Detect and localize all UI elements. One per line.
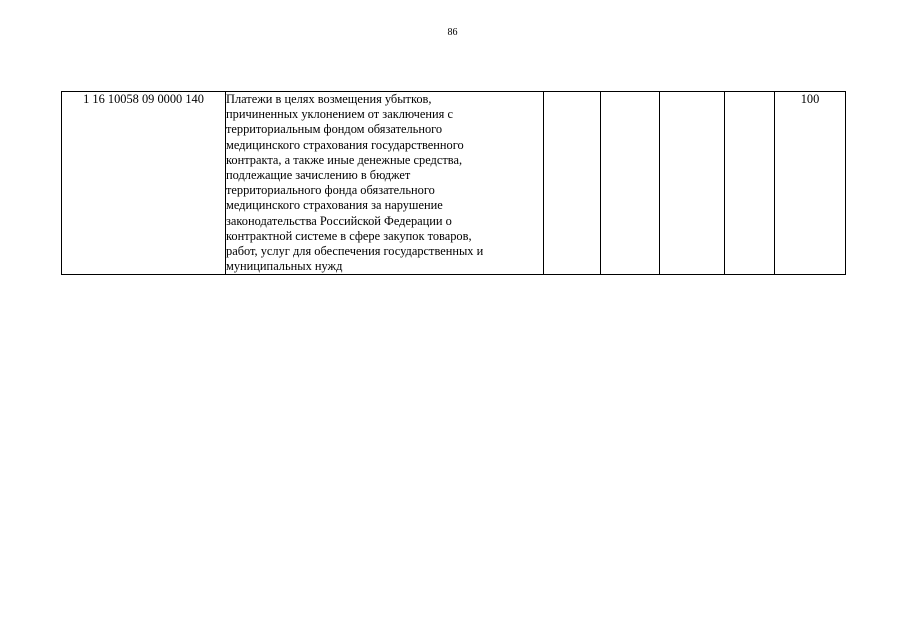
description-line: медицинского страхования государственного <box>226 137 464 152</box>
empty-cell <box>601 92 660 275</box>
description-line: работ, услуг для обеспечения государственных и <box>226 244 484 259</box>
table-row <box>62 92 846 275</box>
empty-cell <box>660 92 725 275</box>
page-number: 86 <box>447 27 458 38</box>
description-line: территориальным фондом обязательного <box>226 122 443 137</box>
budget-code-cell: 1 16 10058 09 0000 140 <box>62 92 226 275</box>
description-line: подлежащие зачислению в бюджет <box>226 168 411 183</box>
empty-cell <box>725 92 775 275</box>
description-cell <box>226 92 544 275</box>
description-line: контрактной системе в сфере закупок товаров, <box>226 228 472 243</box>
description-line: контракта, а также иные денежные средства, <box>226 152 463 167</box>
empty-cell <box>544 92 601 275</box>
description-line: муниципальных нужд <box>226 259 343 274</box>
description-line: территориального фонда обязательного <box>226 183 435 198</box>
budget-classification-table <box>61 91 846 275</box>
value-cell: 100 <box>775 92 846 275</box>
description-line: причиненных уклонением от заключения с <box>226 107 453 122</box>
description-line: законодательства Российской Федерации о <box>226 213 452 228</box>
description-line: медицинского страхования за нарушение <box>226 198 443 213</box>
description-line: Платежи в целях возмещения убытков, <box>226 92 432 106</box>
